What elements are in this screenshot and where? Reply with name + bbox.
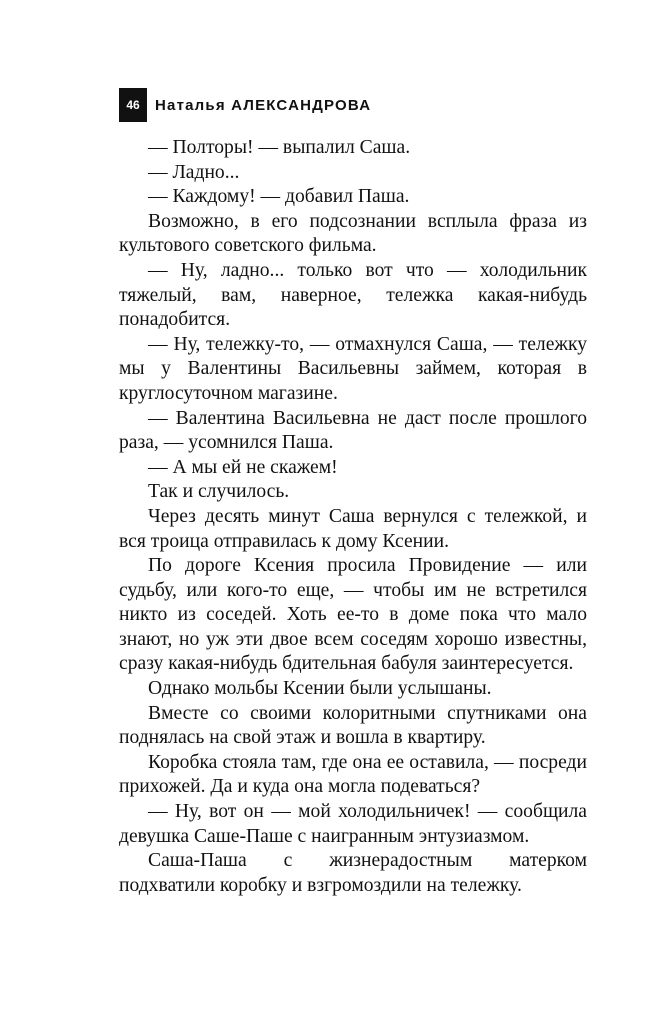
paragraph: — А мы ей не скажем! [148,456,338,478]
paragraph: — Валентина Васильевна не даст после прошлого раза, — усомнился Паша. [119,407,587,454]
paragraph: Саша-Паша с жизнерадостным матерком подхватили коробку и взгромоздили на тележку. [119,850,587,896]
page-header [119,88,371,122]
running-head: Наталья АЛЕКСАНДРОВА [155,96,372,114]
paragraph: Через десять минут Саша вернулся с тележкой, и вся троица отправилась к дому Ксении. [119,505,587,552]
page-number: 46 [119,88,147,122]
paragraph: Вместе со своими колоритными спутниками она поднялась на свой этаж и вошла в квартиру. [119,702,587,749]
paragraph: — Полторы! — выпалил Саша. [148,137,411,158]
paragraph: — Ладно... [148,161,240,183]
paragraph: — Ну, вот он — мой холодильничек! — сообщила девушка Саше-Паше с наигранным энтузиазмом. [119,801,587,847]
paragraph: — Каждому! — добавил Паша. [148,186,410,208]
paragraph: — Ну, ладно... только вот что — холодильник тяжелый, вам, наверное, тележка какая-нибудь понадобится. [119,259,587,331]
body-text [119,136,587,898]
paragraph: Однако мольбы Ксении были услышаны. [148,678,492,700]
paragraph: По дороге Ксения просила Провидение — или судьбу, или кого-то еще, — чтобы им не встретился никто из соседей. Хоть ее-то в доме пока что мало знают, но уж эти двое всем соседям хорошо известны, сразу какая-нибудь бдительная бабуля заинтересуется. [119,555,587,675]
paragraph: Коробка стояла там, где она ее оставила, — посреди прихожей. Да и куда она могла подеваться? [119,751,587,798]
paragraph: Возможно, в его подсознании всплыла фраза из культового советского фильма. [119,210,587,257]
paragraph: — Ну, тележку-то, — отмахнулся Саша, — тележку мы у Валентины Васильевны займем, которая в круглосуточном магазине. [119,333,587,404]
paragraph: Так и случилось. [148,481,290,503]
